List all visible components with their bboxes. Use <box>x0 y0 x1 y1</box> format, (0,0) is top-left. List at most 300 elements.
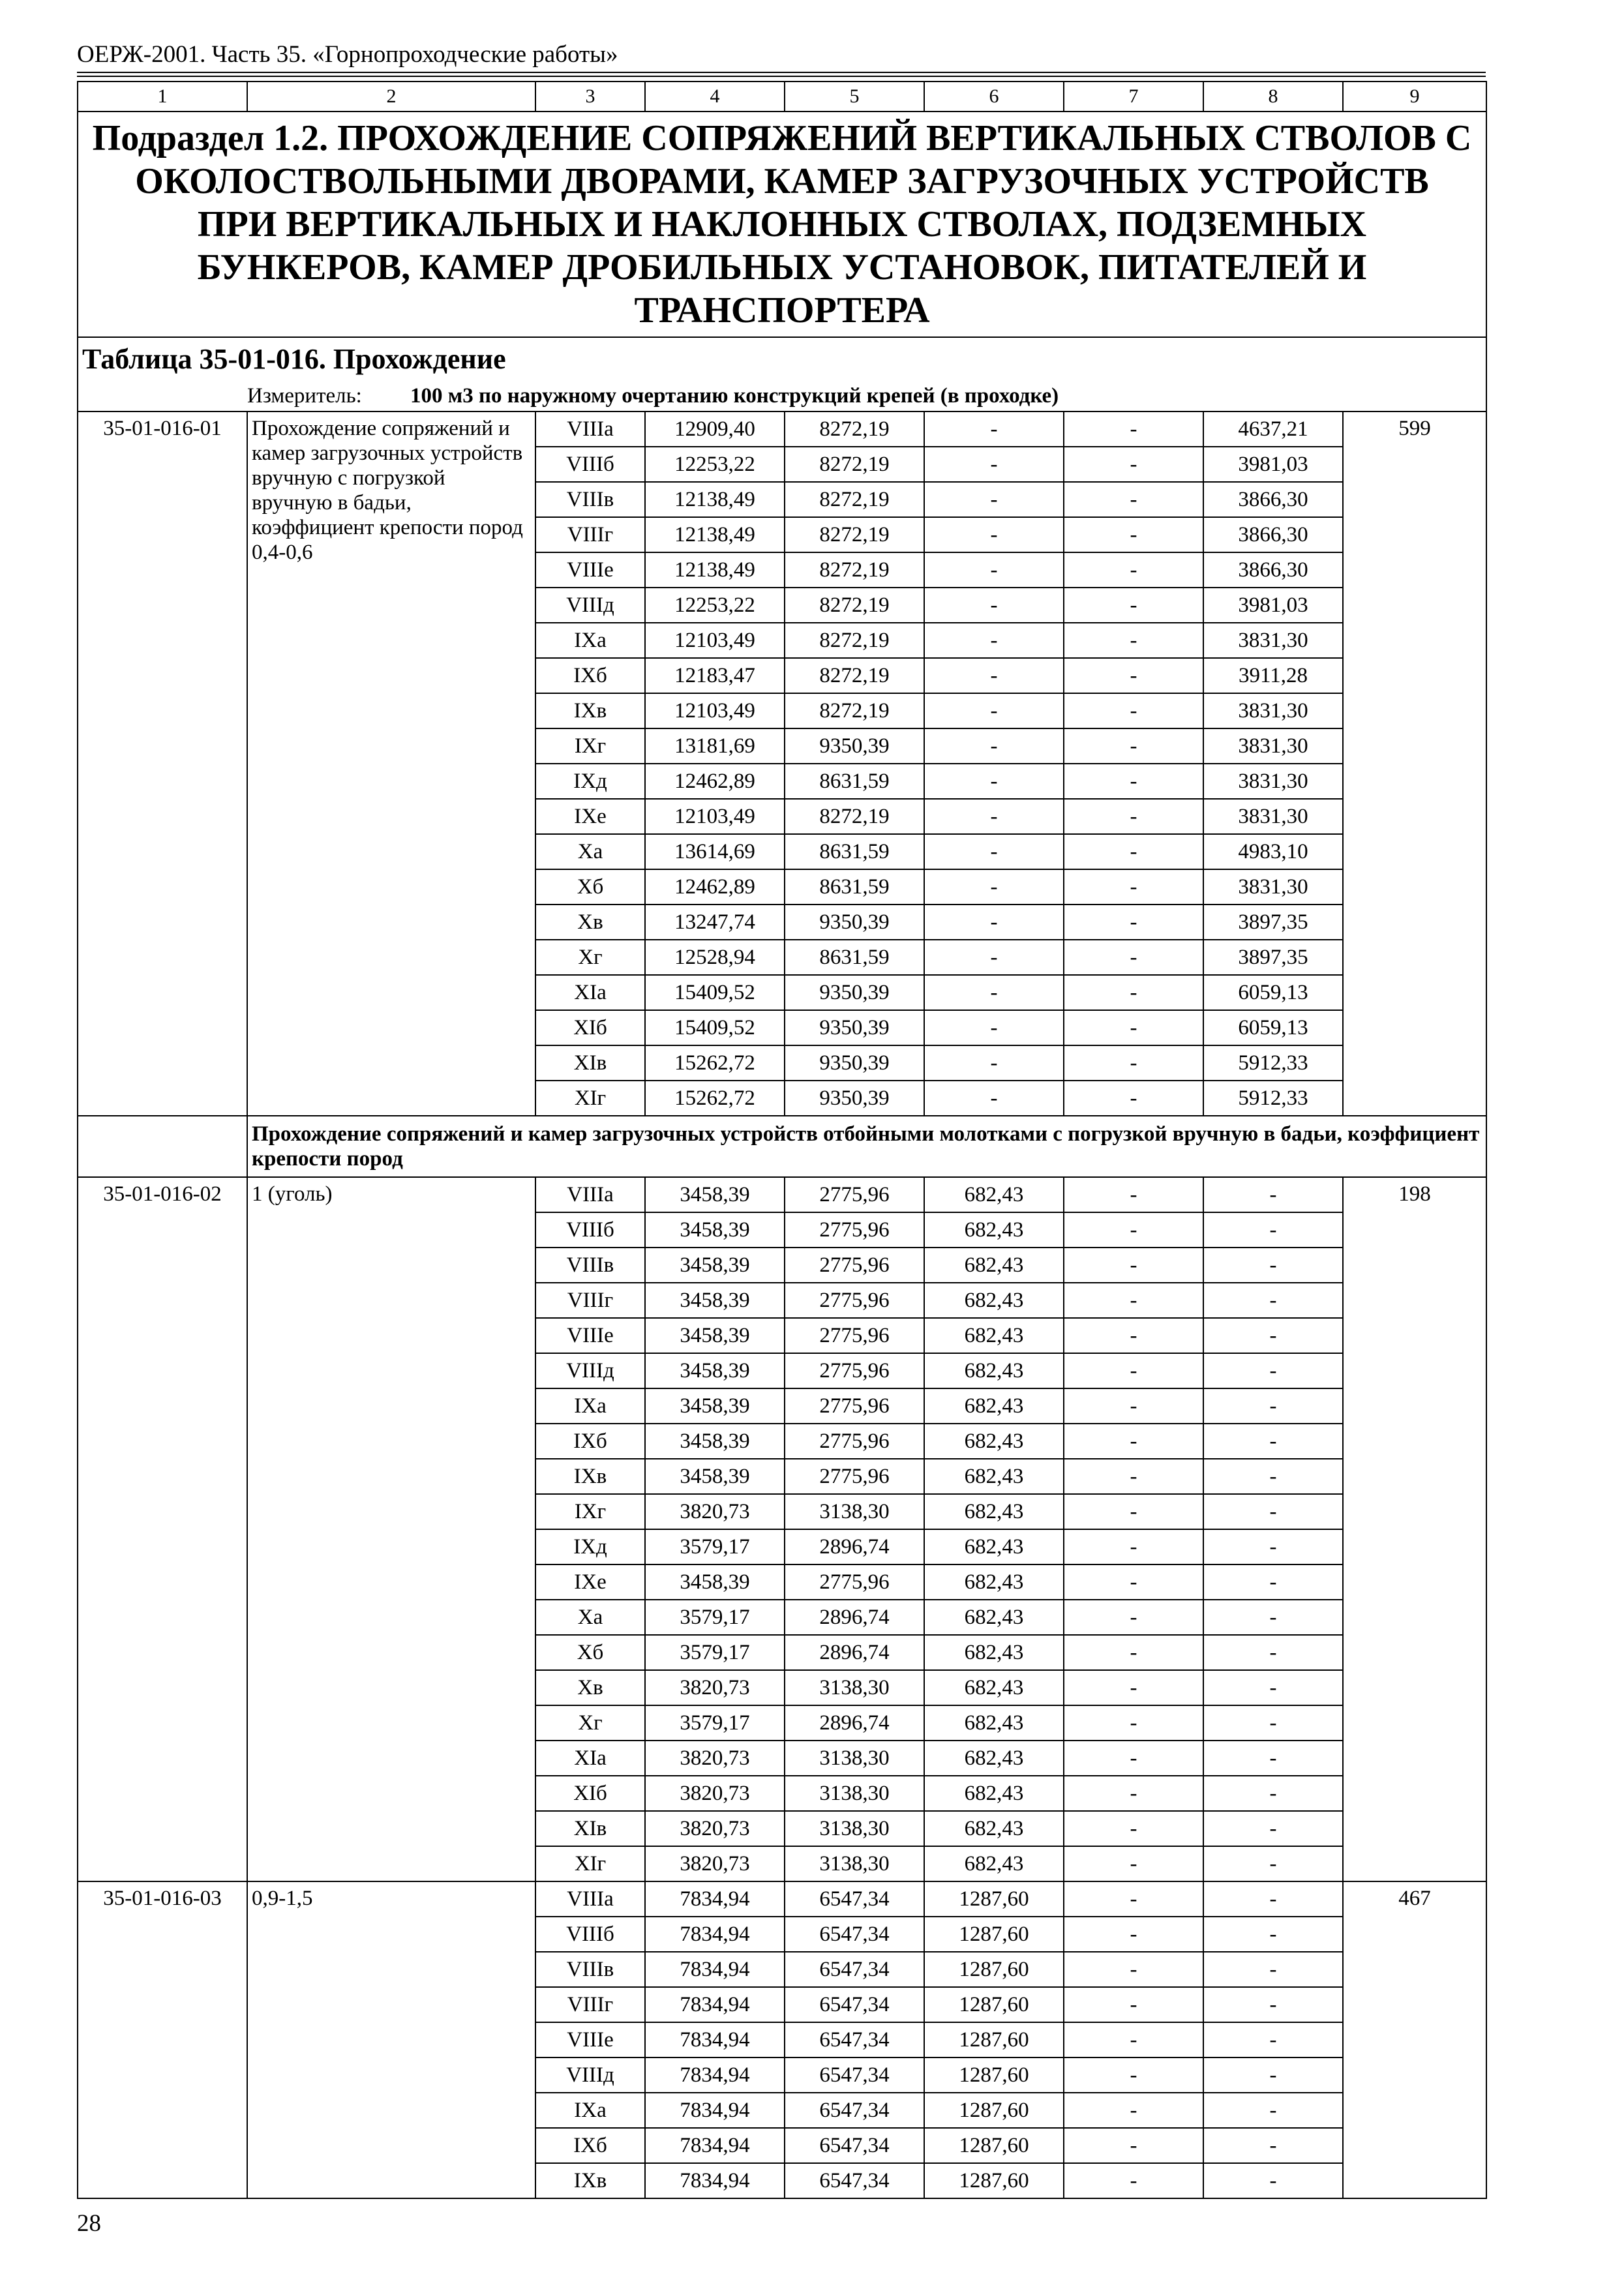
table-cell: - <box>1064 1564 1203 1600</box>
table-cell: 12462,89 <box>645 869 785 905</box>
table-cell: 6059,13 <box>1203 1010 1343 1045</box>
subheading: Прохождение сопряжений и камер загрузочных устройств отбойными молотками с погрузкой вручную в бадьи, коэффициент крепости пород <box>247 1116 1486 1177</box>
table-cell: VIIIе <box>535 552 645 588</box>
table-cell: 7834,94 <box>645 2163 785 2198</box>
table-cell: 7834,94 <box>645 1952 785 1987</box>
table-row <box>78 1881 1486 1917</box>
table-cell: 6547,34 <box>785 1917 924 1952</box>
table-cell: VIIIб <box>535 1212 645 1248</box>
rate-code: 35-01-016-03 <box>78 1881 247 2198</box>
table-cell: 12528,94 <box>645 940 785 975</box>
table-cell: - <box>924 940 1064 975</box>
table-cell: 3866,30 <box>1203 552 1343 588</box>
table-cell: 12909,40 <box>645 411 785 447</box>
table-cell: 2775,96 <box>785 1283 924 1318</box>
table-cell: 6547,34 <box>785 2057 924 2093</box>
table-cell: 3579,17 <box>645 1635 785 1670</box>
table-cell: 12103,49 <box>645 623 785 658</box>
table-cell: 2896,74 <box>785 1705 924 1741</box>
table-cell: 9350,39 <box>785 1010 924 1045</box>
table-cell: 682,43 <box>924 1388 1064 1424</box>
table-cell: VIIIв <box>535 1248 645 1283</box>
table-cell: 13247,74 <box>645 905 785 940</box>
table-cell: 2775,96 <box>785 1318 924 1353</box>
table-cell: 3911,28 <box>1203 658 1343 693</box>
table-cell: - <box>1203 1846 1343 1881</box>
table-cell: 12253,22 <box>645 588 785 623</box>
table-cell: - <box>1203 1283 1343 1318</box>
table-cell: VIIIд <box>535 588 645 623</box>
table-cell: 3866,30 <box>1203 517 1343 552</box>
table-cell: VIIIа <box>535 411 645 447</box>
table-cell: 8272,19 <box>785 658 924 693</box>
rate-code: 35-01-016-02 <box>78 1177 247 1881</box>
measure-value: 100 м3 по наружному очертанию конструкций крепей (в проходке) <box>410 384 1059 408</box>
table-cell: VIIIе <box>535 1318 645 1353</box>
table-cell: - <box>924 447 1064 482</box>
table-cell: 8631,59 <box>785 940 924 975</box>
table-cell: 6547,34 <box>785 1881 924 1917</box>
table-cell: - <box>1064 1388 1203 1424</box>
table-cell: 682,43 <box>924 1564 1064 1600</box>
table-cell: - <box>1064 658 1203 693</box>
table-cell: 682,43 <box>924 1248 1064 1283</box>
table-cell: 8272,19 <box>785 447 924 482</box>
table-cell: 6059,13 <box>1203 975 1343 1010</box>
table-cell: - <box>1203 2022 1343 2057</box>
table-cell: - <box>1203 1670 1343 1705</box>
table-cell: 682,43 <box>924 1741 1064 1776</box>
last-column-value: 198 <box>1343 1177 1486 1881</box>
measure-cell <box>247 381 1486 411</box>
table-cell: - <box>1064 1459 1203 1494</box>
table-cell: 3831,30 <box>1203 623 1343 658</box>
table-cell: VIIIе <box>535 2022 645 2057</box>
table-cell: VIIIд <box>535 2057 645 2093</box>
table-cell: 2896,74 <box>785 1600 924 1635</box>
table-cell: 8631,59 <box>785 869 924 905</box>
table-cell: - <box>1064 764 1203 799</box>
table-cell: 8272,19 <box>785 693 924 728</box>
table-cell: 2775,96 <box>785 1212 924 1248</box>
table-cell: - <box>1064 2022 1203 2057</box>
table-cell: - <box>1064 1283 1203 1318</box>
running-header: ОЕРЖ-2001. Часть 35. «Горнопроходческие работы» <box>77 41 618 68</box>
table-cell: 3831,30 <box>1203 764 1343 799</box>
table-cell: XIг <box>535 1846 645 1881</box>
table-cell: 7834,94 <box>645 1987 785 2022</box>
table-cell: 1287,60 <box>924 1881 1064 1917</box>
table-cell: 682,43 <box>924 1424 1064 1459</box>
table-cell: XIа <box>535 1741 645 1776</box>
column-number-row <box>78 82 1486 112</box>
table-cell: IXд <box>535 1529 645 1564</box>
table-cell: - <box>1064 1705 1203 1741</box>
table-cell: 2775,96 <box>785 1353 924 1388</box>
table-cell: 7834,94 <box>645 2128 785 2163</box>
table-cell: 4983,10 <box>1203 834 1343 869</box>
table-cell: - <box>1064 411 1203 447</box>
table-cell: - <box>1064 2163 1203 2198</box>
table-cell: - <box>1064 1811 1203 1846</box>
table-cell: 682,43 <box>924 1600 1064 1635</box>
table-cell: - <box>1064 693 1203 728</box>
table-cell: - <box>1203 2163 1343 2198</box>
table-cell: 1287,60 <box>924 2163 1064 2198</box>
table-cell: 3820,73 <box>645 1776 785 1811</box>
table-cell: 4637,21 <box>1203 411 1343 447</box>
table-cell: - <box>1203 1177 1343 1212</box>
table-body <box>78 82 1486 2198</box>
table-cell: XIг <box>535 1081 645 1116</box>
table-cell: 682,43 <box>924 1494 1064 1529</box>
work-description: 0,9-1,5 <box>247 1881 535 2198</box>
table-cell: - <box>1203 1248 1343 1283</box>
table-cell: 3458,39 <box>645 1388 785 1424</box>
table-cell: 682,43 <box>924 1776 1064 1811</box>
table-cell: 2896,74 <box>785 1635 924 1670</box>
table-cell: - <box>1203 2128 1343 2163</box>
table-cell: 3831,30 <box>1203 693 1343 728</box>
table-cell: VIIIг <box>535 1987 645 2022</box>
table-cell: 5912,33 <box>1203 1045 1343 1081</box>
column-number: 6 <box>924 82 1064 112</box>
table-cell: - <box>924 975 1064 1010</box>
work-description: 1 (уголь) <box>247 1177 535 1881</box>
table-cell: - <box>1064 1635 1203 1670</box>
table-cell: - <box>1203 1212 1343 1248</box>
table-cell: 682,43 <box>924 1177 1064 1212</box>
table-cell: - <box>1064 1846 1203 1881</box>
table-cell: IXа <box>535 623 645 658</box>
table-cell: - <box>1203 1776 1343 1811</box>
table-cell: - <box>1203 1600 1343 1635</box>
table-cell: - <box>1064 975 1203 1010</box>
column-number: 5 <box>785 82 924 112</box>
table-cell: 1287,60 <box>924 1917 1064 1952</box>
table-cell: IXг <box>535 1494 645 1529</box>
table-cell: 3897,35 <box>1203 940 1343 975</box>
table-cell: VIIIв <box>535 482 645 517</box>
table-cell: IXа <box>535 2093 645 2128</box>
table-cell: - <box>1064 1529 1203 1564</box>
table-cell: IXв <box>535 1459 645 1494</box>
table-cell: - <box>1064 517 1203 552</box>
table-cell: 9350,39 <box>785 1081 924 1116</box>
table-cell: 12462,89 <box>645 764 785 799</box>
table-cell: - <box>1203 1881 1343 1917</box>
table-cell: 2775,96 <box>785 1459 924 1494</box>
table-cell: 3897,35 <box>1203 905 1343 940</box>
table-cell: - <box>1064 623 1203 658</box>
table-cell: 12253,22 <box>645 447 785 482</box>
section-title-row <box>78 112 1486 337</box>
table-cell: 9350,39 <box>785 728 924 764</box>
table-cell: 8272,19 <box>785 411 924 447</box>
table-cell: - <box>924 1010 1064 1045</box>
table-cell: Xа <box>535 834 645 869</box>
table-cell: 6547,34 <box>785 1952 924 1987</box>
table-cell: - <box>1203 1318 1343 1353</box>
table-cell: - <box>1064 940 1203 975</box>
column-number: 4 <box>645 82 785 112</box>
table-cell: 3831,30 <box>1203 869 1343 905</box>
table-cell: - <box>1203 1529 1343 1564</box>
table-cell: 3138,30 <box>785 1741 924 1776</box>
table-cell: - <box>1203 1635 1343 1670</box>
table-cell: 6547,34 <box>785 2163 924 2198</box>
table-cell: - <box>924 623 1064 658</box>
table-cell: 7834,94 <box>645 2022 785 2057</box>
table-cell: - <box>924 764 1064 799</box>
table-cell: - <box>1064 1010 1203 1045</box>
last-column-value: 599 <box>1343 411 1486 1116</box>
table-cell: 8631,59 <box>785 834 924 869</box>
table-cell: 682,43 <box>924 1283 1064 1318</box>
table-cell: 3820,73 <box>645 1846 785 1881</box>
table-cell: 3458,39 <box>645 1283 785 1318</box>
header-rule <box>77 72 1486 73</box>
table-cell: 3138,30 <box>785 1811 924 1846</box>
table-cell: Xг <box>535 940 645 975</box>
table-cell: 15409,52 <box>645 1010 785 1045</box>
subheading-row <box>78 1116 1486 1177</box>
table-cell: 15262,72 <box>645 1045 785 1081</box>
table-cell: VIIIб <box>535 1917 645 1952</box>
table-cell: 12138,49 <box>645 552 785 588</box>
table-cell: - <box>1064 1494 1203 1529</box>
table-cell: - <box>1064 1424 1203 1459</box>
rate-code: 35-01-016-01 <box>78 411 247 1116</box>
table-cell: 8631,59 <box>785 764 924 799</box>
table-cell: 3138,30 <box>785 1670 924 1705</box>
table-title-row <box>78 337 1486 381</box>
table-cell: IXб <box>535 1424 645 1459</box>
table-cell: - <box>1064 1248 1203 1283</box>
table-cell: 3458,39 <box>645 1318 785 1353</box>
table-cell: Xб <box>535 1635 645 1670</box>
table-cell: - <box>1064 1917 1203 1952</box>
table-cell: 682,43 <box>924 1459 1064 1494</box>
table-cell: XIа <box>535 975 645 1010</box>
table-cell: 12138,49 <box>645 482 785 517</box>
last-column-value: 467 <box>1343 1881 1486 2198</box>
table-cell: IXв <box>535 2163 645 2198</box>
table-cell: 7834,94 <box>645 1917 785 1952</box>
table-cell: 7834,94 <box>645 2093 785 2128</box>
table-cell: - <box>1064 1318 1203 1353</box>
table-cell: - <box>1064 1952 1203 1987</box>
table-cell: XIв <box>535 1045 645 1081</box>
table-cell: - <box>924 728 1064 764</box>
table-cell: VIIIа <box>535 1881 645 1917</box>
header-rule <box>77 76 1486 77</box>
table-cell: 8272,19 <box>785 799 924 834</box>
table-cell: VIIIа <box>535 1177 645 1212</box>
table-cell: - <box>1064 1177 1203 1212</box>
table-cell: - <box>1064 482 1203 517</box>
table-cell: - <box>1203 1424 1343 1459</box>
table-cell: 8272,19 <box>785 552 924 588</box>
rates-table <box>77 81 1487 2199</box>
table-cell: 682,43 <box>924 1811 1064 1846</box>
column-number: 8 <box>1203 82 1343 112</box>
table-cell: 682,43 <box>924 1705 1064 1741</box>
table-cell: 3981,03 <box>1203 447 1343 482</box>
column-number: 7 <box>1064 82 1203 112</box>
table-cell: IXб <box>535 2128 645 2163</box>
table-cell: - <box>924 799 1064 834</box>
table-cell: 3458,39 <box>645 1564 785 1600</box>
table-cell: 682,43 <box>924 1635 1064 1670</box>
table-cell: 8272,19 <box>785 623 924 658</box>
table-cell: IXв <box>535 693 645 728</box>
section-title: Подраздел 1.2. ПРОХОЖДЕНИЕ СОПРЯЖЕНИЙ ВЕРТИКАЛЬНЫХ СТВОЛОВ С ОКОЛОСТВОЛЬНЫМИ ДВОРАМИ, КАМЕР ЗАГРУЗОЧНЫХ УСТРОЙСТВ ПРИ ВЕРТИКАЛЬНЫХ И НАКЛОННЫХ СТВОЛАХ, ПОДЗЕМНЫХ БУНКЕРОВ, КАМЕР ДРОБИЛЬНЫХ УСТАНОВОК, ПИТАТЕЛЕЙ И ТРАНСПОРТЕРА <box>78 112 1486 337</box>
table-cell: - <box>1064 799 1203 834</box>
table-cell: 6547,34 <box>785 1987 924 2022</box>
table-cell: - <box>1064 447 1203 482</box>
table-cell: Xа <box>535 1600 645 1635</box>
table-cell: 2896,74 <box>785 1529 924 1564</box>
table-cell: 12103,49 <box>645 693 785 728</box>
table-cell: - <box>1203 1564 1343 1600</box>
table-cell: 3579,17 <box>645 1529 785 1564</box>
table-cell: - <box>1064 552 1203 588</box>
table-cell: 12183,47 <box>645 658 785 693</box>
table-row <box>78 1177 1486 1212</box>
table-cell: 15409,52 <box>645 975 785 1010</box>
table-cell: VIIIг <box>535 1283 645 1318</box>
table-cell: - <box>924 552 1064 588</box>
table-cell: 682,43 <box>924 1670 1064 1705</box>
table-cell: - <box>1203 2093 1343 2128</box>
table-cell: 15262,72 <box>645 1081 785 1116</box>
table-cell: - <box>1203 1459 1343 1494</box>
work-description: Прохождение сопряжений и камер загрузочных устройств вручную с погрузкой вручную в бадьи, коэффициент крепости пород 0,4-0,6 <box>247 411 535 1116</box>
table-cell: - <box>1203 1741 1343 1776</box>
table-cell: - <box>924 869 1064 905</box>
table-cell: 2775,96 <box>785 1388 924 1424</box>
table-cell: 682,43 <box>924 1212 1064 1248</box>
table-cell: VIIIд <box>535 1353 645 1388</box>
table-cell: 3820,73 <box>645 1494 785 1529</box>
table-cell: 3820,73 <box>645 1811 785 1846</box>
table-cell: Xв <box>535 905 645 940</box>
table-cell: XIб <box>535 1776 645 1811</box>
table-cell: - <box>924 588 1064 623</box>
table-cell: IXа <box>535 1388 645 1424</box>
column-number: 1 <box>78 82 247 112</box>
table-cell: 682,43 <box>924 1353 1064 1388</box>
table-cell: XIб <box>535 1010 645 1045</box>
table-cell: - <box>1064 905 1203 940</box>
table-cell: - <box>1203 1388 1343 1424</box>
table-cell: - <box>924 517 1064 552</box>
table-cell: 3831,30 <box>1203 728 1343 764</box>
table-cell: - <box>1064 2093 1203 2128</box>
table-cell: 682,43 <box>924 1529 1064 1564</box>
table-cell: - <box>1064 1987 1203 2022</box>
table-cell: - <box>924 411 1064 447</box>
measure-row <box>78 381 1486 411</box>
table-cell: 2775,96 <box>785 1564 924 1600</box>
table-cell: 3981,03 <box>1203 588 1343 623</box>
table-cell: - <box>924 1045 1064 1081</box>
table-cell: 2775,96 <box>785 1248 924 1283</box>
table-cell: 9350,39 <box>785 975 924 1010</box>
table-cell: 1287,60 <box>924 1952 1064 1987</box>
table-cell: - <box>1064 1741 1203 1776</box>
table-cell: - <box>1064 869 1203 905</box>
table-cell: 3138,30 <box>785 1776 924 1811</box>
table-cell: - <box>1064 1881 1203 1917</box>
table-cell: IXе <box>535 1564 645 1600</box>
table-cell: Xв <box>535 1670 645 1705</box>
table-cell: 8272,19 <box>785 517 924 552</box>
table-cell: 3138,30 <box>785 1846 924 1881</box>
table-cell: - <box>1203 1494 1343 1529</box>
table-cell: 3579,17 <box>645 1705 785 1741</box>
table-cell: 3820,73 <box>645 1741 785 1776</box>
table-cell: 1287,60 <box>924 2022 1064 2057</box>
table-cell: 3458,39 <box>645 1459 785 1494</box>
table-cell: Xг <box>535 1705 645 1741</box>
table-cell: - <box>1064 1600 1203 1635</box>
table-cell: - <box>924 834 1064 869</box>
table-cell: 6547,34 <box>785 2093 924 2128</box>
table-cell: - <box>1064 1045 1203 1081</box>
table-cell: VIIIг <box>535 517 645 552</box>
table-cell: 9350,39 <box>785 905 924 940</box>
table-cell: 3458,39 <box>645 1248 785 1283</box>
table-cell: VIIIв <box>535 1952 645 1987</box>
table-cell: 6547,34 <box>785 2022 924 2057</box>
table-cell: - <box>1203 1917 1343 1952</box>
table-cell: VIIIб <box>535 447 645 482</box>
table-cell: - <box>1203 1811 1343 1846</box>
table-cell: 3458,39 <box>645 1177 785 1212</box>
measure-spacer <box>78 381 247 411</box>
table-cell: 3458,39 <box>645 1353 785 1388</box>
table-cell: 682,43 <box>924 1846 1064 1881</box>
table-cell: - <box>1064 1353 1203 1388</box>
table-cell: - <box>924 905 1064 940</box>
table-cell: 1287,60 <box>924 2128 1064 2163</box>
table-cell: 2775,96 <box>785 1177 924 1212</box>
table-cell: - <box>1064 1212 1203 1248</box>
measure-label: Измеритель: <box>247 384 362 408</box>
table-cell: 3579,17 <box>645 1600 785 1635</box>
table-cell: IXг <box>535 728 645 764</box>
table-cell: 8272,19 <box>785 482 924 517</box>
table-cell: - <box>1064 728 1203 764</box>
table-cell: IXе <box>535 799 645 834</box>
table-title: Таблица 35-01-016. Прохождение <box>78 337 1486 381</box>
table-cell: 2775,96 <box>785 1424 924 1459</box>
table-cell: 1287,60 <box>924 2057 1064 2093</box>
table-cell: 13614,69 <box>645 834 785 869</box>
subheading-spacer <box>78 1116 247 1177</box>
table-cell: 1287,60 <box>924 2093 1064 2128</box>
column-number: 3 <box>535 82 645 112</box>
table-cell: - <box>1064 834 1203 869</box>
table-cell: - <box>1064 588 1203 623</box>
table-cell: Xб <box>535 869 645 905</box>
table-cell: - <box>1064 2128 1203 2163</box>
table-cell: - <box>924 658 1064 693</box>
table-cell: - <box>1064 1776 1203 1811</box>
table-cell: 7834,94 <box>645 1881 785 1917</box>
